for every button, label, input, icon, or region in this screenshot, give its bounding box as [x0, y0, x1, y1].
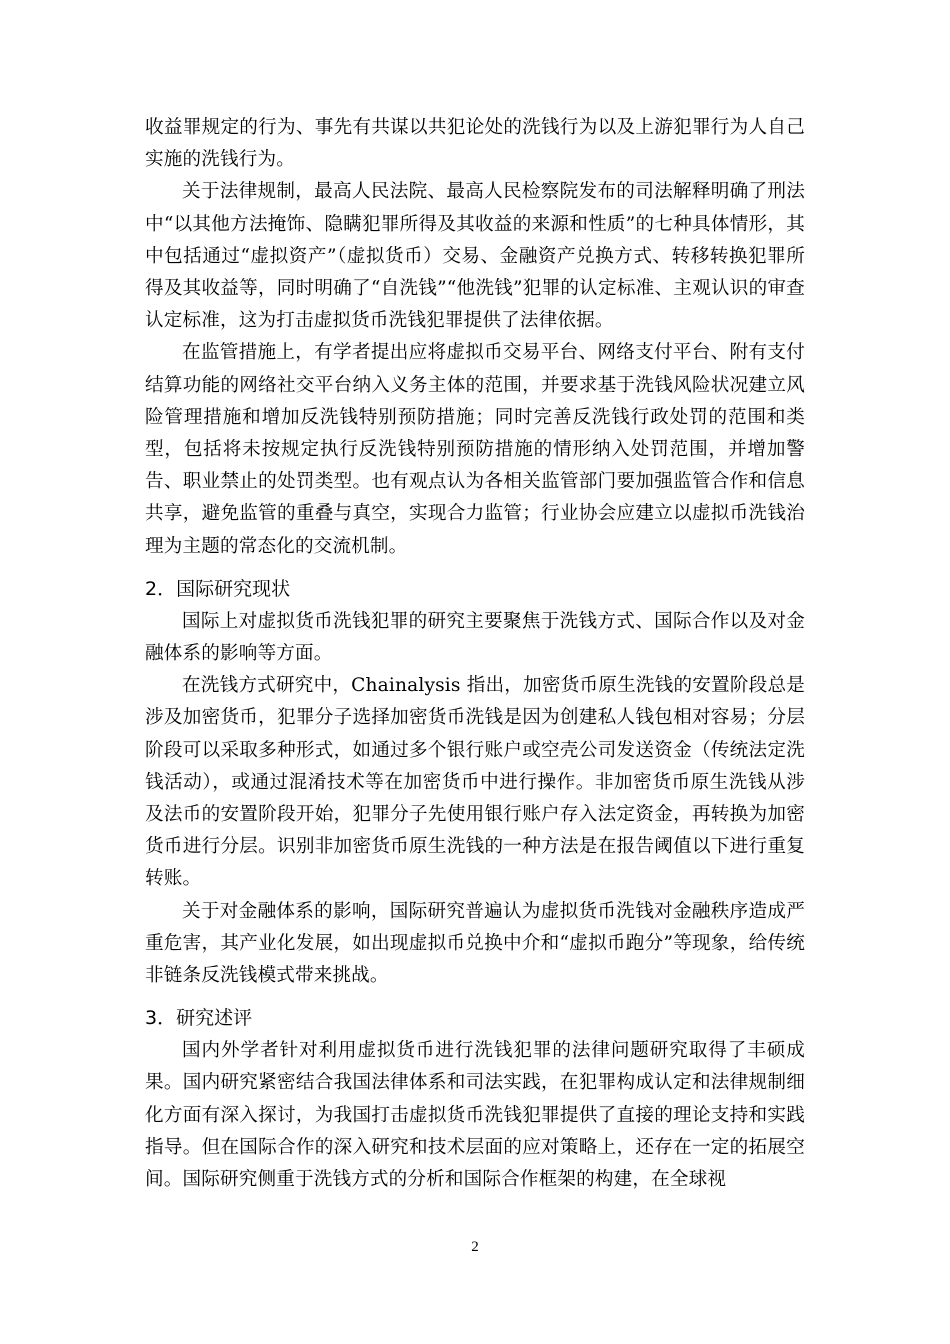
paragraph-financial-impact: 关于对金融体系的影响，国际研究普遍认为虚拟货币洗钱对金融秩序造成严重危害，其产业化发展，如出现虚拟币兑换中介和“虚拟币跑分”等现象，给传统非链条反洗钱模式带来挑战。 — [145, 900, 805, 987]
section-heading-research-review: 3．研究述评 — [145, 1007, 253, 1030]
document-body — [145, 112, 805, 1196]
section-heading-international-research: 2．国际研究现状 — [145, 577, 291, 600]
paragraph-research-review: 国内外学者针对利用虚拟货币进行洗钱犯罪的法律问题研究取得了丰硕成果。国内研究紧密结合我国法律体系和司法实践，在犯罪构成认定和法律规制细化方面有深入探讨，为我国打击虚拟货币洗钱犯罪提供了直接的理论支持和实践指导。但在国际合作的深入研究和技术层面的应对策略上，还存在一定的拓展空间。国际研究侧重于洗钱方式的分析和国际合作框架的构建，在全球视 — [145, 1040, 805, 1191]
page-number: 2 — [471, 1239, 479, 1255]
paragraph-continuation: 收益罪规定的行为、事先有共谋以共犯论处的洗钱行为以及上游犯罪行为人自己实施的洗钱行为。 — [145, 117, 805, 171]
paragraph-regulatory-measures: 在监管措施上，有学者提出应将虚拟币交易平台、网络支付平台、附有支付结算功能的网络社交平台纳入义务主体的范围，并要求基于洗钱风险状况建立风险管理措施和增加反洗钱特别预防措施；同时完善反洗钱行政处罚的范围和类型，包括将未按规定执行反洗钱特别预防措施的情形纳入处罚范围，并增加警告、职业禁止的处罚类型。也有观点认为各相关监管部门要加强监管合作和信息共享，避免监管的重叠与真空，实现合力监管；行业协会应建立以虚拟币洗钱治理为主题的常态化的交流机制。 — [145, 342, 805, 557]
paragraph-laundering-methods: 在洗钱方式研究中，Chainalysis 指出，加密货币原生洗钱的安置阶段总是涉及加密货币，犯罪分子选择加密货币洗钱是因为创建私人钱包相对容易；分层阶段可以采取多种形式，如通过多个银行账户或空壳公司发送资金（传统法定洗钱活动），或通过混淆技术等在加密货币中进行操作。非加密货币原生洗钱从涉及法币的安置阶段开始，犯罪分子先使用银行账户存入法定资金，再转换为加密货币进行分层。识别非加密货币原生洗钱的一种方法是在报告阈值以下进行重复转账。 — [145, 675, 805, 890]
paragraph-legal-regulation: 关于法律规制，最高人民法院、最高人民检察院发布的司法解释明确了刑法中“以其他方法掩饰、隐瞒犯罪所得及其收益的来源和性质”的七种具体情形，其中包括通过“虚拟资产”（虚拟货币）交易、金融资产兑换方式、转移转换犯罪所得及其收益等，同时明确了“自洗钱”“他洗钱”犯罪的认定标准、主观认识的审查认定标准，这为打击虚拟货币洗钱犯罪提供了法律依据。 — [145, 181, 805, 332]
paragraph-international-overview: 国际上对虚拟货币洗钱犯罪的研究主要聚焦于洗钱方式、国际合作以及对金融体系的影响等方面。 — [145, 610, 805, 665]
